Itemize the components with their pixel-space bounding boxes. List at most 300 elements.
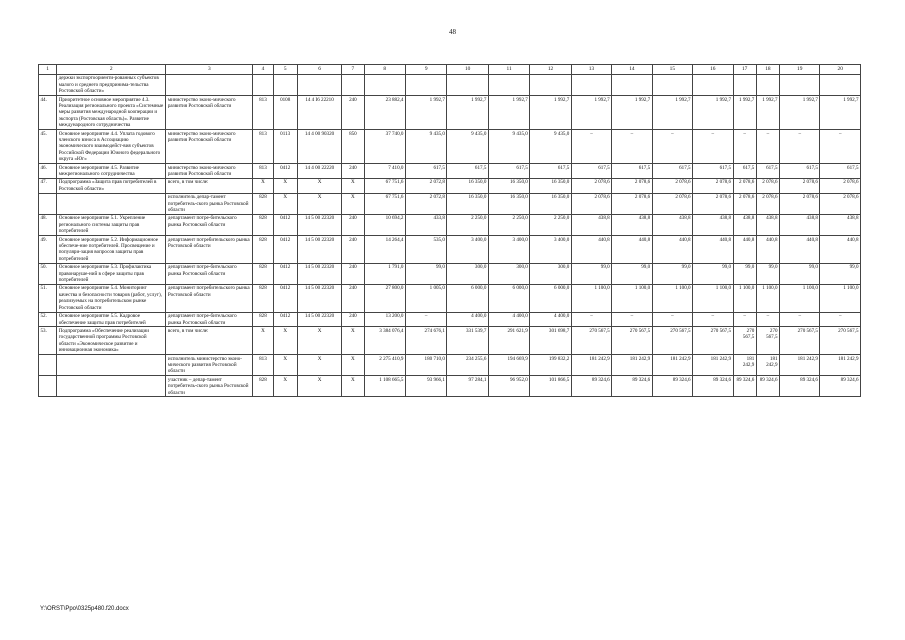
- table-cell: 300,0: [447, 263, 488, 284]
- table-cell: 9 435,0: [447, 130, 488, 164]
- table-row: [39, 74, 861, 95]
- executor-cell: исполнитель министерство эконо-мического развития Ростовской области: [166, 355, 253, 376]
- table-cell: 181 242,9: [612, 355, 652, 376]
- executor-cell: министерство эконо-мического развития Ростовской области: [166, 164, 253, 179]
- table-row: [39, 130, 861, 164]
- column-number-cell: 20: [820, 65, 861, 75]
- table-cell: 2 078,6: [652, 178, 692, 193]
- table-cell: –: [405, 312, 446, 327]
- table-cell: [297, 74, 341, 95]
- table-cell: 1 992,7: [652, 96, 692, 130]
- table-cell: 1 100,0: [733, 284, 756, 312]
- table-cell: 194 669,9: [488, 355, 529, 376]
- table-cell: 274 676,1: [405, 327, 446, 355]
- column-number-row: [39, 65, 861, 75]
- table-cell: –: [652, 312, 692, 327]
- program-name-cell: Основное мероприятие 4.4. Уплата годового членского взноса в Ассоциацию экономического взаимодейст-вия субъектов Российской Федерации Южного федерального округа «Юг»: [57, 130, 166, 164]
- row-index-cell: 49.: [39, 236, 57, 264]
- executor-cell: департамент потре-бительского рынка Ростовской области: [166, 312, 253, 327]
- table-cell: 99,0: [820, 263, 861, 284]
- table-cell: 67 751,6: [364, 193, 405, 214]
- table-cell: 2 250,0: [447, 214, 488, 235]
- table-cell: 1 100,0: [612, 284, 652, 312]
- table-cell: 89 324,6: [612, 376, 652, 397]
- table-cell: [253, 74, 273, 95]
- column-number-cell: 14: [612, 65, 652, 75]
- table-cell: 1 005,0: [405, 284, 446, 312]
- column-number-cell: 6: [297, 65, 341, 75]
- table-cell: [342, 74, 364, 95]
- row-index-cell: [39, 193, 57, 214]
- table-cell: 1 791,0: [364, 263, 405, 284]
- table-cell: –: [780, 130, 820, 164]
- table-cell: 2 078,6: [820, 178, 861, 193]
- table-cell: 14 264,4: [364, 236, 405, 264]
- program-name-cell: [57, 193, 166, 214]
- table-cell: 93 966,1: [405, 376, 446, 397]
- table-cell: X: [273, 327, 297, 355]
- table-cell: X: [342, 178, 364, 193]
- column-number-cell: 15: [652, 65, 692, 75]
- table-cell: 3 400,0: [447, 236, 488, 264]
- table-cell: 1 992,7: [571, 96, 611, 130]
- table-cell: 181 242,9: [820, 355, 861, 376]
- table-cell: 89 324,6: [820, 376, 861, 397]
- table-cell: 440,8: [652, 236, 692, 264]
- table-cell: [756, 74, 779, 95]
- table-cell: [447, 74, 488, 95]
- table-cell: 1 992,7: [756, 96, 779, 130]
- table-cell: 1 100,0: [652, 284, 692, 312]
- table-cell: 828: [253, 284, 273, 312]
- column-number-cell: 17: [733, 65, 756, 75]
- table-cell: 438,8: [780, 214, 820, 235]
- table-cell: 1 992,7: [820, 96, 861, 130]
- table-cell: 13 200,0: [364, 312, 405, 327]
- table-cell: 1 100,0: [693, 284, 733, 312]
- table-cell: 617,5: [780, 164, 820, 179]
- executor-cell: департамент потре-бительского рынка Ростовской области: [166, 214, 253, 235]
- table-row: [39, 236, 861, 264]
- table-cell: 240: [342, 164, 364, 179]
- table-cell: [780, 74, 820, 95]
- table-cell: 828: [253, 376, 273, 397]
- table-cell: 438,8: [571, 214, 611, 235]
- table-row: [39, 263, 861, 284]
- table-cell: X: [297, 376, 341, 397]
- table-cell: 440,8: [820, 236, 861, 264]
- column-number-cell: 13: [571, 65, 611, 75]
- program-name-cell: Основное мероприятие 5.3. Профилактика правонаруше-ний в сфере защиты прав потребителей: [57, 263, 166, 284]
- table-cell: 438,8: [756, 214, 779, 235]
- table-cell: 240: [342, 263, 364, 284]
- table-cell: 291 621,9: [488, 327, 529, 355]
- table-cell: 828: [253, 236, 273, 264]
- table-cell: 180 710,0: [405, 355, 446, 376]
- table-cell: –: [571, 130, 611, 164]
- program-name-cell: Основное мероприятие 5.1. Укрепление регионального системы защиты прав потребителей: [57, 214, 166, 235]
- table-cell: 2 072,8: [405, 193, 446, 214]
- column-number-cell: 1: [39, 65, 57, 75]
- table-cell: 89 324,6: [571, 376, 611, 397]
- column-number-cell: 4: [253, 65, 273, 75]
- table-cell: 2 078,6: [820, 193, 861, 214]
- table-cell: 617,5: [612, 164, 652, 179]
- table-cell: 14 4 00 22220: [297, 164, 341, 179]
- row-index-cell: 48.: [39, 214, 57, 235]
- row-index-cell: 53.: [39, 327, 57, 355]
- table-cell: 2 078,6: [693, 193, 733, 214]
- table-cell: 2 078,6: [756, 193, 779, 214]
- row-index-cell: 45.: [39, 130, 57, 164]
- table-cell: 99,0: [693, 263, 733, 284]
- table-cell: 617,5: [820, 164, 861, 179]
- table-cell: 0412: [273, 284, 297, 312]
- table-row: [39, 284, 861, 312]
- table-cell: 89 324,6: [780, 376, 820, 397]
- table-cell: 14 5 00 22320: [297, 236, 341, 264]
- table-cell: 1 992,7: [733, 96, 756, 130]
- table-cell: 850: [342, 130, 364, 164]
- table-cell: 331 539,7: [447, 327, 488, 355]
- table-cell: [571, 74, 611, 95]
- table-cell: 0412: [273, 214, 297, 235]
- table-cell: X: [273, 376, 297, 397]
- table-cell: 828: [253, 263, 273, 284]
- table-cell: X: [273, 193, 297, 214]
- table-cell: 270 567,5: [756, 327, 779, 355]
- table-cell: [820, 74, 861, 95]
- table-cell: 270 567,5: [820, 327, 861, 355]
- table-cell: X: [253, 327, 273, 355]
- table-cell: [652, 74, 692, 95]
- table-cell: 3 400,0: [530, 236, 571, 264]
- table-cell: 0412: [273, 164, 297, 179]
- table-cell: X: [273, 355, 297, 376]
- table-row: [39, 327, 861, 355]
- table-cell: –: [756, 130, 779, 164]
- executor-cell: департамент потре-бительского рынка Ростовской области: [166, 263, 253, 284]
- table-cell: 1 992,7: [530, 96, 571, 130]
- table-cell: –: [693, 130, 733, 164]
- table-cell: 2 078,6: [571, 178, 611, 193]
- table-cell: 2 250,0: [530, 214, 571, 235]
- executor-cell: [166, 74, 253, 95]
- executor-cell: департамент потребительского рынка Ростовской области: [166, 284, 253, 312]
- table-cell: 0412: [273, 263, 297, 284]
- table-cell: 300,0: [530, 263, 571, 284]
- table-cell: 99,0: [652, 263, 692, 284]
- table-cell: 97 284,1: [447, 376, 488, 397]
- table-cell: 99,0: [571, 263, 611, 284]
- table-cell: 6 000,0: [530, 284, 571, 312]
- table-cell: 0108: [273, 96, 297, 130]
- table-cell: 2 078,6: [571, 193, 611, 214]
- column-number-cell: 5: [273, 65, 297, 75]
- table-cell: 240: [342, 312, 364, 327]
- executor-cell: департамент потребительского рынка Ростовской области: [166, 236, 253, 264]
- table-cell: –: [693, 312, 733, 327]
- table-cell: 96 952,0: [488, 376, 529, 397]
- table-cell: 1 992,7: [693, 96, 733, 130]
- table-cell: 27 800,0: [364, 284, 405, 312]
- table-cell: 23 882,4: [364, 96, 405, 130]
- table-cell: 10 694,2: [364, 214, 405, 235]
- table-cell: X: [342, 355, 364, 376]
- table-cell: 89 324,6: [693, 376, 733, 397]
- column-number-cell: 12: [530, 65, 571, 75]
- table-cell: 181 242,9: [733, 355, 756, 376]
- table-cell: 14 4 00 90320: [297, 130, 341, 164]
- table-cell: [273, 74, 297, 95]
- table-cell: 16 350,0: [447, 178, 488, 193]
- table-row: [39, 376, 861, 397]
- table-cell: 270 567,5: [571, 327, 611, 355]
- table-cell: 433,8: [405, 214, 446, 235]
- table-cell: [612, 74, 652, 95]
- table-cell: 6 000,0: [488, 284, 529, 312]
- program-name-cell: Приоритетное основное мероприятие 4.3. Реализация регионального проекта «Системные меры развития международной кооперации и экспорта (Ростовская область)». Развитие международного сотрудничества: [57, 96, 166, 130]
- table-cell: 828: [253, 214, 273, 235]
- table-cell: 617,5: [756, 164, 779, 179]
- table-cell: [364, 74, 405, 95]
- table-cell: 6 000,0: [447, 284, 488, 312]
- table-cell: 14 4 I6 22210: [297, 96, 341, 130]
- table-cell: X: [273, 178, 297, 193]
- table-row: [39, 355, 861, 376]
- program-name-cell: Основное мероприятие 5.5. Кадровое обеспечение защиты прав потребителей: [57, 312, 166, 327]
- table-cell: 7 410,0: [364, 164, 405, 179]
- table-cell: 16 350,0: [488, 193, 529, 214]
- table-cell: 4 400,0: [488, 312, 529, 327]
- table-cell: 181 242,9: [780, 355, 820, 376]
- table-cell: 813: [253, 130, 273, 164]
- table-cell: 99,0: [405, 263, 446, 284]
- table-cell: 181 242,9: [693, 355, 733, 376]
- table-cell: 813: [253, 164, 273, 179]
- table-cell: 2 078,6: [780, 193, 820, 214]
- program-name-cell: Подпрограмма «Защита прав потребителей в Ростовской области»: [57, 178, 166, 193]
- program-name-cell: Основное мероприятие 5.4. Мониторинг качества и безопасности товаров (работ, услуг), реализуемых на потребительском рынке Ростовской области: [57, 284, 166, 312]
- table-cell: 440,8: [571, 236, 611, 264]
- executor-cell: министерство эконо-мического развития Ростовской области: [166, 130, 253, 164]
- table-cell: 14 5 00 22320: [297, 263, 341, 284]
- row-index-cell: [39, 376, 57, 397]
- table-cell: 4 400,0: [530, 312, 571, 327]
- table-cell: 1 100,0: [780, 284, 820, 312]
- row-index-cell: 50.: [39, 263, 57, 284]
- table-cell: –: [612, 130, 652, 164]
- table-cell: 828: [253, 193, 273, 214]
- table-cell: X: [342, 193, 364, 214]
- table-cell: 67 751,6: [364, 178, 405, 193]
- table-cell: [530, 74, 571, 95]
- table-cell: 16 350,0: [530, 193, 571, 214]
- program-name-cell: Подпрограмма «Обеспечение реализации государственной программы Ростовской области «Экономическое развитие и инновационная экономика»: [57, 327, 166, 355]
- table-cell: 1 992,7: [447, 96, 488, 130]
- table-cell: 270 567,5: [780, 327, 820, 355]
- executor-cell: министерство эконо-мического развития Ростовской области: [166, 96, 253, 130]
- table-cell: [488, 74, 529, 95]
- table-cell: X: [297, 327, 341, 355]
- table-cell: 0412: [273, 236, 297, 264]
- row-index-cell: 51.: [39, 284, 57, 312]
- table-cell: 1 100,0: [756, 284, 779, 312]
- table-cell: 181 242,9: [652, 355, 692, 376]
- table-cell: [693, 74, 733, 95]
- column-number-cell: 8: [364, 65, 405, 75]
- table-cell: 16 350,0: [530, 178, 571, 193]
- column-number-cell: 19: [780, 65, 820, 75]
- column-number-cell: 9: [405, 65, 446, 75]
- table-cell: 89 324,6: [733, 376, 756, 397]
- table-cell: –: [820, 130, 861, 164]
- table-cell: 101 866,5: [530, 376, 571, 397]
- table-cell: 181 242,9: [756, 355, 779, 376]
- table-cell: X: [297, 178, 341, 193]
- table-cell: 240: [342, 214, 364, 235]
- table-cell: 3 400,0: [488, 236, 529, 264]
- program-name-cell: Основное мероприятие 5.2. Информационное обеспече-ние потребителей. Просвещение и популяри-зация вопросов защиты прав потребителей: [57, 236, 166, 264]
- executor-cell: участник – депар-тамент потребитель-ского рынка Ростовской области: [166, 376, 253, 397]
- table-cell: 438,8: [612, 214, 652, 235]
- program-name-cell: [57, 376, 166, 397]
- table-cell: 617,5: [488, 164, 529, 179]
- row-index-cell: 44.: [39, 96, 57, 130]
- table-cell: 1 992,7: [612, 96, 652, 130]
- table-cell: 438,8: [693, 214, 733, 235]
- table-cell: 99,0: [733, 263, 756, 284]
- table-cell: 89 324,6: [756, 376, 779, 397]
- table-cell: 617,5: [652, 164, 692, 179]
- table-cell: 2 078,6: [780, 178, 820, 193]
- column-number-cell: 11: [488, 65, 529, 75]
- table-cell: 1 992,7: [488, 96, 529, 130]
- column-number-cell: 2: [57, 65, 166, 75]
- table-cell: 9 435,0: [530, 130, 571, 164]
- table-cell: 2 275 410,9: [364, 355, 405, 376]
- table-cell: 270 567,5: [733, 327, 756, 355]
- table-row: [39, 164, 861, 179]
- executor-cell: всего, в том числе:: [166, 178, 253, 193]
- program-name-cell: [57, 355, 166, 376]
- row-index-cell: [39, 355, 57, 376]
- executor-cell: всего, в том числе:: [166, 327, 253, 355]
- file-path-footer: Y:\ORST\Ppo\0325p480.f20.docx: [40, 606, 129, 612]
- row-index-cell: 52.: [39, 312, 57, 327]
- table-cell: 16 350,0: [488, 178, 529, 193]
- table-cell: 240: [342, 96, 364, 130]
- table-row: [39, 96, 861, 130]
- table-row: [39, 214, 861, 235]
- program-name-cell: держки экспортоориенти-рованных субъектов малого и среднего предпринима-тельства Ростовской области»: [57, 74, 166, 95]
- table-cell: 535,0: [405, 236, 446, 264]
- table-cell: 2 078,6: [652, 193, 692, 214]
- table-cell: 300,0: [488, 263, 529, 284]
- table-cell: 3 384 076,4: [364, 327, 405, 355]
- row-index-cell: 46.: [39, 164, 57, 179]
- table-cell: 617,5: [693, 164, 733, 179]
- table-cell: 270 567,5: [612, 327, 652, 355]
- table-cell: 4 400,0: [447, 312, 488, 327]
- table-cell: 14 5 00 22320: [297, 312, 341, 327]
- table-cell: 1 992,7: [405, 96, 446, 130]
- table-cell: 9 435,0: [405, 130, 446, 164]
- table-cell: 99,0: [612, 263, 652, 284]
- budget-table: [38, 64, 861, 397]
- table-cell: [733, 74, 756, 95]
- program-name-cell: Основное мероприятие 4.5. Развитие межрегионального сотрудничества: [57, 164, 166, 179]
- table-cell: 0412: [273, 312, 297, 327]
- table-cell: 617,5: [405, 164, 446, 179]
- table-cell: 14 5 00 22320: [297, 284, 341, 312]
- table-cell: 301 698,7: [530, 327, 571, 355]
- executor-cell: исполнитель депар-тамент потребитель-ского рынка Ростовской области: [166, 193, 253, 214]
- column-number-cell: 7: [342, 65, 364, 75]
- table-cell: 440,8: [733, 236, 756, 264]
- table-cell: 438,8: [733, 214, 756, 235]
- table-cell: 2 250,0: [488, 214, 529, 235]
- table-cell: –: [612, 312, 652, 327]
- row-index-cell: [39, 74, 57, 95]
- table-cell: 99,0: [780, 263, 820, 284]
- table-cell: 1 108 665,5: [364, 376, 405, 397]
- table-cell: 2 078,6: [612, 178, 652, 193]
- table-cell: 617,5: [447, 164, 488, 179]
- table-row: [39, 178, 861, 193]
- table-cell: 2 072,8: [405, 178, 446, 193]
- table-cell: 9 435,0: [488, 130, 529, 164]
- table-cell: –: [780, 312, 820, 327]
- column-number-cell: 18: [756, 65, 779, 75]
- table-cell: 37 740,0: [364, 130, 405, 164]
- table-cell: 617,5: [571, 164, 611, 179]
- table-cell: 0113: [273, 130, 297, 164]
- table-cell: 440,8: [780, 236, 820, 264]
- table-row: [39, 312, 861, 327]
- table-cell: 240: [342, 236, 364, 264]
- table-cell: 440,8: [612, 236, 652, 264]
- table-cell: 240: [342, 284, 364, 312]
- table-cell: X: [253, 178, 273, 193]
- table-cell: 440,8: [756, 236, 779, 264]
- table-cell: 14 5 00 22320: [297, 214, 341, 235]
- table-cell: 99,0: [756, 263, 779, 284]
- table-cell: 813: [253, 96, 273, 130]
- table-cell: 2 078,6: [733, 193, 756, 214]
- table-cell: 440,8: [693, 236, 733, 264]
- table-cell: 16 350,0: [447, 193, 488, 214]
- table-cell: 270 567,5: [693, 327, 733, 355]
- table-cell: 270 567,5: [652, 327, 692, 355]
- table-cell: [405, 74, 446, 95]
- column-number-cell: 3: [166, 65, 253, 75]
- table-cell: –: [733, 312, 756, 327]
- table-cell: –: [652, 130, 692, 164]
- table-cell: 89 324,6: [652, 376, 692, 397]
- column-number-cell: 16: [693, 65, 733, 75]
- table-cell: X: [297, 193, 341, 214]
- table-cell: X: [297, 355, 341, 376]
- row-index-cell: 47.: [39, 178, 57, 193]
- table-cell: –: [820, 312, 861, 327]
- table-cell: –: [571, 312, 611, 327]
- table-cell: 234 255,6: [447, 355, 488, 376]
- table-cell: 828: [253, 312, 273, 327]
- table-cell: 2 078,6: [756, 178, 779, 193]
- table-cell: 438,8: [820, 214, 861, 235]
- table-cell: 1 100,0: [820, 284, 861, 312]
